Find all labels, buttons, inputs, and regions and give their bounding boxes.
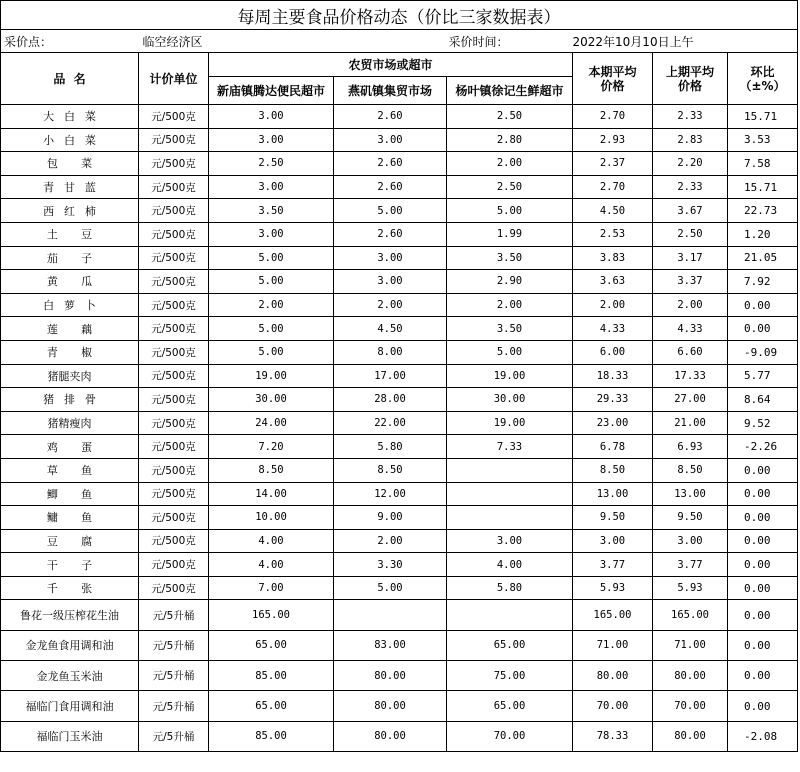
market-2-price: 2.00 [334, 293, 447, 317]
market-1-price: 5.00 [209, 246, 334, 270]
previous-avg-price: 3.37 [653, 270, 728, 294]
market-3-price: 4.00 [447, 553, 573, 577]
market-3-price: 75.00 [447, 661, 573, 691]
market-2-price: 2.60 [334, 105, 447, 129]
market-1-price: 5.00 [209, 270, 334, 294]
product-name: 白萝卜 [1, 293, 139, 317]
current-avg-price: 23.00 [573, 411, 653, 435]
current-avg-price: 71.00 [573, 630, 653, 660]
change-percent: 0.00 [728, 553, 798, 577]
header-market-3: 杨叶镇徐记生鲜超市 [447, 77, 573, 105]
previous-avg-price: 3.17 [653, 246, 728, 270]
change-percent: 0.00 [728, 293, 798, 317]
current-avg-price: 5.93 [573, 576, 653, 600]
change-percent: -9.09 [728, 340, 798, 364]
title-row [1, 1, 798, 30]
meta-spacer [334, 30, 447, 53]
previous-avg-price: 80.00 [653, 721, 728, 751]
product-name: 鲫 鱼 [1, 482, 139, 506]
product-name: 大白菜 [1, 105, 139, 129]
table-row [1, 222, 798, 246]
market-3-price: 30.00 [447, 388, 573, 412]
unit-cell: 元/500克 [139, 222, 209, 246]
product-name: 青 椒 [1, 340, 139, 364]
market-2-price: 80.00 [334, 721, 447, 751]
product-name: 鲁花一级压榨花生油 [1, 600, 139, 630]
market-3-price: 2.50 [447, 175, 573, 199]
previous-avg-price: 165.00 [653, 600, 728, 630]
previous-avg-price: 6.93 [653, 435, 728, 459]
market-3-price: 7.33 [447, 435, 573, 459]
product-name: 福临门食用调和油 [1, 691, 139, 721]
market-1-price: 19.00 [209, 364, 334, 388]
previous-avg-price: 9.50 [653, 506, 728, 530]
market-3-price: 3.00 [447, 529, 573, 553]
location-value: 临空经济区 [139, 30, 334, 53]
market-3-price: 2.80 [447, 128, 573, 152]
product-name: 黄 瓜 [1, 270, 139, 294]
market-2-price: 17.00 [334, 364, 447, 388]
market-1-price: 14.00 [209, 482, 334, 506]
table-row [1, 340, 798, 364]
previous-avg-price: 2.50 [653, 222, 728, 246]
unit-cell: 元/5升桶 [139, 691, 209, 721]
previous-avg-price: 71.00 [653, 630, 728, 660]
previous-avg-price: 80.00 [653, 661, 728, 691]
current-avg-price: 29.33 [573, 388, 653, 412]
table-row [1, 246, 798, 270]
unit-cell: 元/5升桶 [139, 600, 209, 630]
current-avg-price: 70.00 [573, 691, 653, 721]
product-name: 福临门玉米油 [1, 721, 139, 751]
unit-cell: 元/500克 [139, 340, 209, 364]
market-3-price: 70.00 [447, 721, 573, 751]
change-percent: 0.00 [728, 506, 798, 530]
market-3-price: 3.50 [447, 317, 573, 341]
market-3-price: 65.00 [447, 630, 573, 660]
market-2-price: 80.00 [334, 661, 447, 691]
header-market-2: 燕矶镇集贸市场 [334, 77, 447, 105]
market-3-price [447, 600, 573, 630]
market-2-price: 22.00 [334, 411, 447, 435]
product-name: 茄 子 [1, 246, 139, 270]
market-2-price: 2.60 [334, 152, 447, 176]
market-2-price: 2.00 [334, 529, 447, 553]
market-2-price: 5.00 [334, 199, 447, 223]
change-percent: 0.00 [728, 630, 798, 660]
market-2-price: 5.80 [334, 435, 447, 459]
market-1-price: 65.00 [209, 691, 334, 721]
change-percent: 3.53 [728, 128, 798, 152]
header-product: 品 名 [1, 53, 139, 105]
market-2-price: 8.00 [334, 340, 447, 364]
product-name: 土 豆 [1, 222, 139, 246]
current-avg-price: 3.00 [573, 529, 653, 553]
change-percent: -2.08 [728, 721, 798, 751]
product-name: 金龙鱼食用调和油 [1, 630, 139, 660]
market-2-price: 80.00 [334, 691, 447, 721]
location-label: 采价点： [1, 30, 139, 53]
change-percent: 22.73 [728, 199, 798, 223]
current-avg-price: 78.33 [573, 721, 653, 751]
unit-cell: 元/500克 [139, 506, 209, 530]
current-avg-price: 2.53 [573, 222, 653, 246]
product-name: 豆 腐 [1, 529, 139, 553]
market-1-price: 24.00 [209, 411, 334, 435]
header-market-group: 农贸市场或超市 [209, 53, 573, 77]
unit-cell: 元/500克 [139, 458, 209, 482]
current-avg-price: 18.33 [573, 364, 653, 388]
table-row [1, 691, 798, 721]
change-percent: 21.05 [728, 246, 798, 270]
product-name: 千 张 [1, 576, 139, 600]
previous-avg-price: 3.67 [653, 199, 728, 223]
unit-cell: 元/500克 [139, 105, 209, 129]
change-percent: 0.00 [728, 458, 798, 482]
current-avg-price: 2.70 [573, 105, 653, 129]
table-row [1, 506, 798, 530]
unit-cell: 元/5升桶 [139, 630, 209, 660]
unit-cell: 元/500克 [139, 411, 209, 435]
current-avg-price: 6.00 [573, 340, 653, 364]
market-1-price: 7.20 [209, 435, 334, 459]
market-2-price: 2.60 [334, 175, 447, 199]
previous-avg-price: 5.93 [653, 576, 728, 600]
market-3-price: 1.99 [447, 222, 573, 246]
change-percent: 0.00 [728, 600, 798, 630]
market-1-price: 85.00 [209, 661, 334, 691]
market-1-price: 5.00 [209, 340, 334, 364]
market-3-price: 2.90 [447, 270, 573, 294]
market-2-price: 83.00 [334, 630, 447, 660]
previous-avg-price: 13.00 [653, 482, 728, 506]
market-1-price: 85.00 [209, 721, 334, 751]
market-2-price: 12.00 [334, 482, 447, 506]
market-3-price: 19.00 [447, 364, 573, 388]
current-avg-price: 6.78 [573, 435, 653, 459]
product-name: 青甘蓝 [1, 175, 139, 199]
market-1-price: 10.00 [209, 506, 334, 530]
change-percent: 8.64 [728, 388, 798, 412]
previous-avg-price: 2.00 [653, 293, 728, 317]
change-percent: 0.00 [728, 691, 798, 721]
current-avg-price: 2.93 [573, 128, 653, 152]
unit-cell: 元/500克 [139, 482, 209, 506]
current-avg-price: 80.00 [573, 661, 653, 691]
market-3-price: 5.00 [447, 199, 573, 223]
table-row [1, 576, 798, 600]
time-label: 采价时间： [447, 30, 573, 53]
market-1-price: 3.00 [209, 222, 334, 246]
change-percent: 15.71 [728, 175, 798, 199]
previous-avg-price: 4.33 [653, 317, 728, 341]
change-percent: 7.92 [728, 270, 798, 294]
market-1-price: 8.50 [209, 458, 334, 482]
product-name: 鸡 蛋 [1, 435, 139, 459]
previous-avg-price: 3.00 [653, 529, 728, 553]
table-row [1, 152, 798, 176]
table-row [1, 388, 798, 412]
market-1-price: 5.00 [209, 317, 334, 341]
unit-cell: 元/500克 [139, 270, 209, 294]
unit-cell: 元/500克 [139, 435, 209, 459]
previous-avg-price: 3.77 [653, 553, 728, 577]
time-value: 2022年10月10日上午 [573, 30, 798, 53]
change-percent: 0.00 [728, 482, 798, 506]
table-row [1, 175, 798, 199]
market-2-price: 9.00 [334, 506, 447, 530]
table-row [1, 661, 798, 691]
table-row [1, 553, 798, 577]
current-avg-price: 2.00 [573, 293, 653, 317]
current-avg-price: 13.00 [573, 482, 653, 506]
product-name: 猪腿夹肉 [1, 364, 139, 388]
market-3-price: 65.00 [447, 691, 573, 721]
table-row [1, 721, 798, 751]
table-row [1, 411, 798, 435]
table-row [1, 317, 798, 341]
table-row [1, 293, 798, 317]
table-row [1, 600, 798, 630]
market-1-price: 3.50 [209, 199, 334, 223]
market-1-price: 4.00 [209, 553, 334, 577]
unit-cell: 元/500克 [139, 175, 209, 199]
market-1-price: 4.00 [209, 529, 334, 553]
product-name: 包 菜 [1, 152, 139, 176]
market-1-price: 30.00 [209, 388, 334, 412]
table-row [1, 270, 798, 294]
market-3-price: 2.50 [447, 105, 573, 129]
product-name: 西红柿 [1, 199, 139, 223]
current-avg-price: 3.83 [573, 246, 653, 270]
header-unit: 计价单位 [139, 53, 209, 105]
previous-avg-price: 2.20 [653, 152, 728, 176]
unit-cell: 元/500克 [139, 388, 209, 412]
product-name: 鳙 鱼 [1, 506, 139, 530]
market-3-price: 5.00 [447, 340, 573, 364]
current-avg-price: 165.00 [573, 600, 653, 630]
change-percent: 0.00 [728, 661, 798, 691]
market-1-price: 3.00 [209, 105, 334, 129]
market-2-price: 3.00 [334, 270, 447, 294]
current-avg-price: 8.50 [573, 458, 653, 482]
current-avg-price: 3.77 [573, 553, 653, 577]
header-previous-avg: 上期平均 价格 [653, 53, 728, 105]
current-avg-price: 9.50 [573, 506, 653, 530]
previous-avg-price: 21.00 [653, 411, 728, 435]
market-2-price: 3.00 [334, 246, 447, 270]
table-row [1, 482, 798, 506]
table-row [1, 458, 798, 482]
unit-cell: 元/500克 [139, 529, 209, 553]
previous-avg-price: 70.00 [653, 691, 728, 721]
market-2-price: 2.60 [334, 222, 447, 246]
market-1-price: 2.50 [209, 152, 334, 176]
market-3-price [447, 482, 573, 506]
market-2-price [334, 600, 447, 630]
market-2-price: 5.00 [334, 576, 447, 600]
change-percent: 0.00 [728, 529, 798, 553]
previous-avg-price: 8.50 [653, 458, 728, 482]
unit-cell: 元/500克 [139, 576, 209, 600]
market-1-price: 165.00 [209, 600, 334, 630]
market-3-price: 3.50 [447, 246, 573, 270]
market-1-price: 3.00 [209, 175, 334, 199]
unit-cell: 元/5升桶 [139, 661, 209, 691]
product-name: 小白菜 [1, 128, 139, 152]
previous-avg-price: 2.33 [653, 175, 728, 199]
market-1-price: 65.00 [209, 630, 334, 660]
product-name: 金龙鱼玉米油 [1, 661, 139, 691]
previous-avg-price: 27.00 [653, 388, 728, 412]
product-name: 猪精瘦肉 [1, 411, 139, 435]
unit-cell: 元/500克 [139, 317, 209, 341]
change-percent: 0.00 [728, 317, 798, 341]
product-name: 草 鱼 [1, 458, 139, 482]
change-percent: -2.26 [728, 435, 798, 459]
change-percent: 7.58 [728, 152, 798, 176]
current-avg-price: 4.50 [573, 199, 653, 223]
table-row [1, 630, 798, 660]
market-3-price [447, 506, 573, 530]
market-3-price: 2.00 [447, 152, 573, 176]
market-1-price: 7.00 [209, 576, 334, 600]
product-name: 莲 藕 [1, 317, 139, 341]
market-3-price: 19.00 [447, 411, 573, 435]
current-avg-price: 2.70 [573, 175, 653, 199]
current-avg-price: 3.63 [573, 270, 653, 294]
market-3-price: 5.80 [447, 576, 573, 600]
header-market-1: 新庙镇腾达便民超市 [209, 77, 334, 105]
table-row [1, 128, 798, 152]
table-row [1, 105, 798, 129]
market-3-price [447, 458, 573, 482]
unit-cell: 元/500克 [139, 128, 209, 152]
table-row [1, 529, 798, 553]
meta-row [1, 30, 798, 53]
table-title: 每周主要食品价格动态（价比三家数据表） [1, 1, 798, 30]
previous-avg-price: 17.33 [653, 364, 728, 388]
unit-cell: 元/5升桶 [139, 721, 209, 751]
header-current-avg: 本期平均 价格 [573, 53, 653, 105]
header-change: 环比 （±%） [728, 53, 798, 105]
market-1-price: 3.00 [209, 128, 334, 152]
previous-avg-price: 6.60 [653, 340, 728, 364]
market-2-price: 3.30 [334, 553, 447, 577]
unit-cell: 元/500克 [139, 293, 209, 317]
unit-cell: 元/500克 [139, 152, 209, 176]
change-percent: 1.20 [728, 222, 798, 246]
unit-cell: 元/500克 [139, 364, 209, 388]
previous-avg-price: 2.33 [653, 105, 728, 129]
current-avg-price: 4.33 [573, 317, 653, 341]
market-2-price: 4.50 [334, 317, 447, 341]
header-row-1 [1, 53, 798, 77]
table-row [1, 364, 798, 388]
previous-avg-price: 2.83 [653, 128, 728, 152]
product-name: 干 子 [1, 553, 139, 577]
unit-cell: 元/500克 [139, 553, 209, 577]
market-2-price: 28.00 [334, 388, 447, 412]
table-row [1, 435, 798, 459]
change-percent: 5.77 [728, 364, 798, 388]
unit-cell: 元/500克 [139, 199, 209, 223]
table-row [1, 199, 798, 223]
change-percent: 15.71 [728, 105, 798, 129]
market-2-price: 8.50 [334, 458, 447, 482]
change-percent: 9.52 [728, 411, 798, 435]
change-percent: 0.00 [728, 576, 798, 600]
product-name: 猪排骨 [1, 388, 139, 412]
market-2-price: 3.00 [334, 128, 447, 152]
market-1-price: 2.00 [209, 293, 334, 317]
unit-cell: 元/500克 [139, 246, 209, 270]
current-avg-price: 2.37 [573, 152, 653, 176]
market-3-price: 2.00 [447, 293, 573, 317]
